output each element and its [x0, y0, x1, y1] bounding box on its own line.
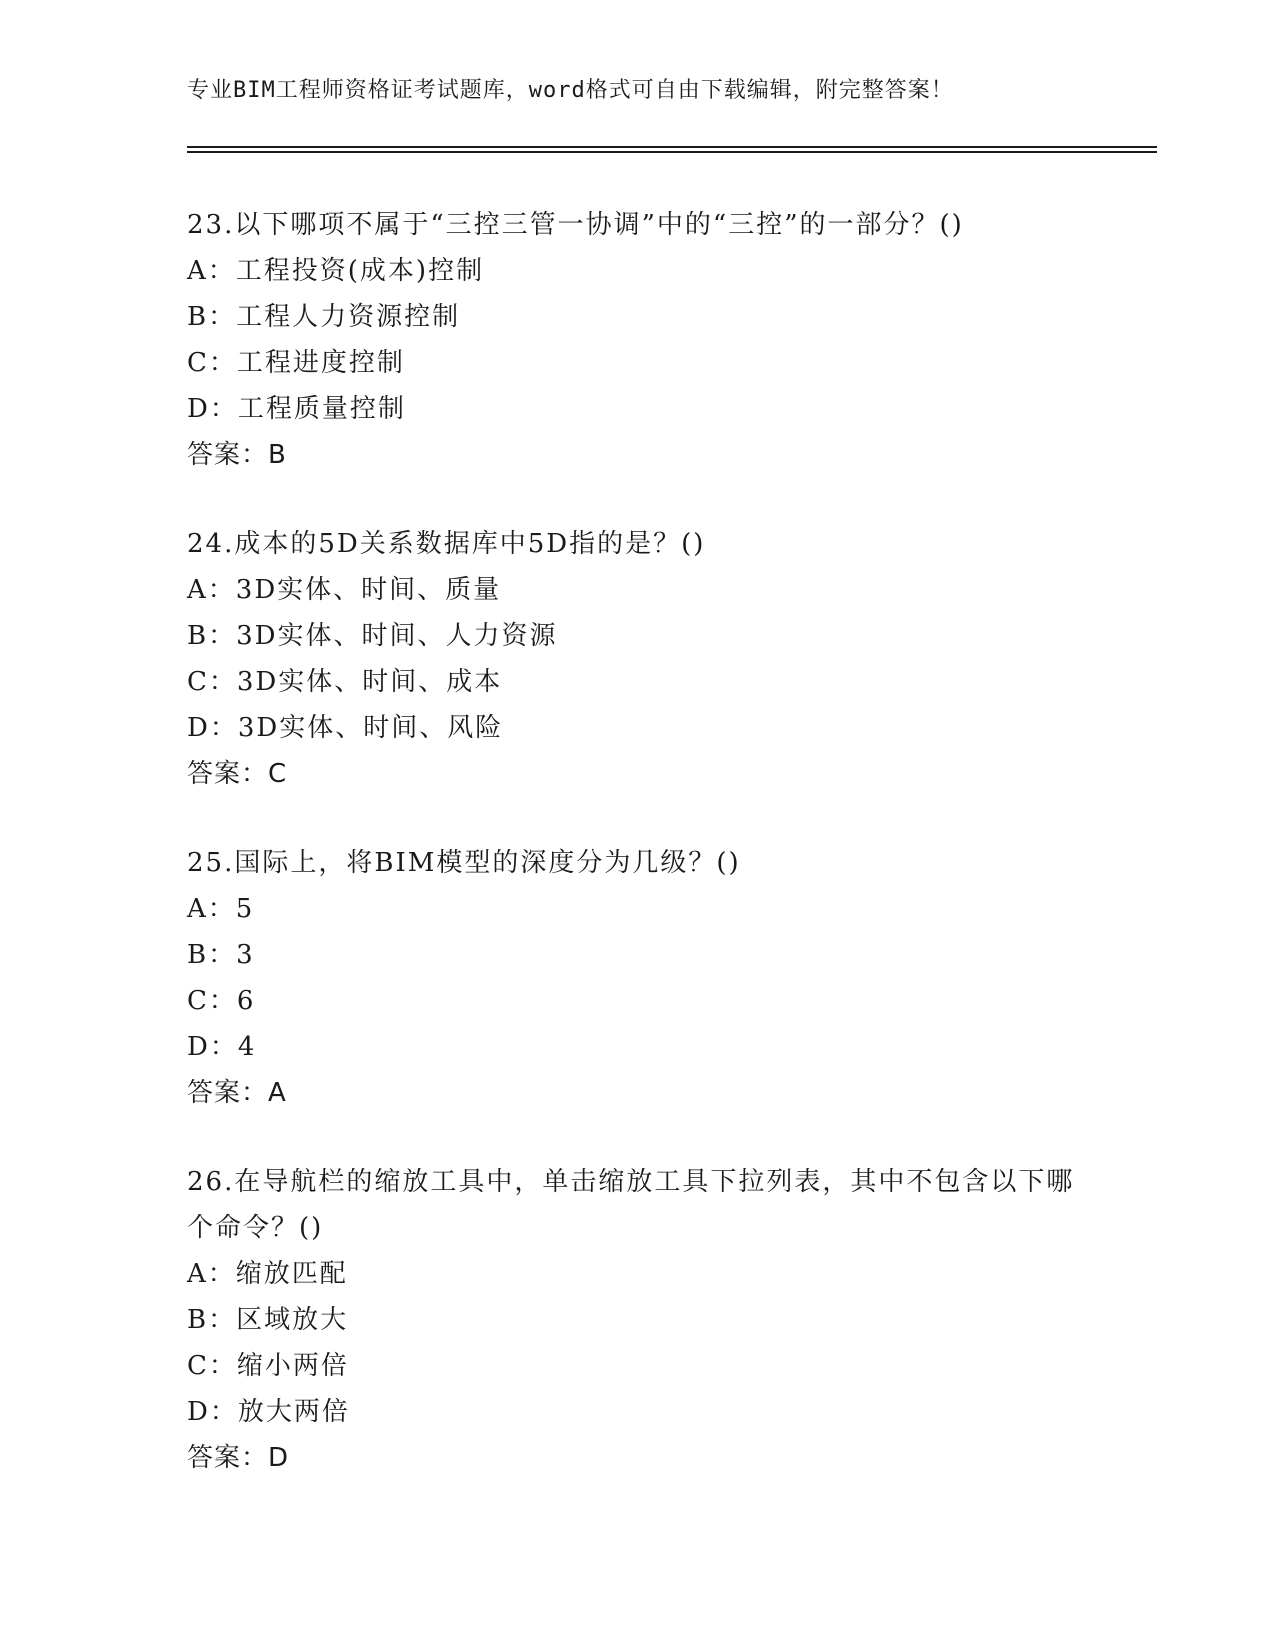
- option-b: B：3: [187, 940, 255, 970]
- option-a: A：缩放匹配: [187, 1259, 348, 1289]
- question-stem: 25.国际上，将BIM模型的深度分为几级？(): [187, 848, 741, 878]
- header-rule-top: [187, 146, 1157, 148]
- question-stem: 24.成本的5D关系数据库中5D指的是？(): [187, 529, 706, 559]
- question-26: [187, 1159, 1087, 1481]
- header-rule-bottom: [187, 151, 1157, 153]
- option-c: C：缩小两倍: [187, 1351, 349, 1381]
- question-24: [187, 521, 1087, 797]
- option-d: D：放大两倍: [187, 1397, 350, 1427]
- question-list: [187, 202, 1087, 1524]
- option-c: C：6: [187, 986, 256, 1016]
- option-a: A：3D实体、时间、质量: [187, 575, 502, 605]
- question-23: [187, 202, 1087, 478]
- answer-line: 答案：A: [187, 1078, 287, 1108]
- question-stem: 26.在导航栏的缩放工具中，单击缩放工具下拉列表，其中不包含以下哪个命令？(): [187, 1167, 1075, 1243]
- option-a: A：工程投资(成本)控制: [187, 256, 485, 286]
- option-b: B：工程人力资源控制: [187, 302, 461, 332]
- option-d: D：4: [187, 1032, 257, 1062]
- answer-line: 答案：D: [187, 1443, 290, 1473]
- question-25: [187, 840, 1087, 1116]
- answer-line: 答案：C: [187, 759, 288, 789]
- option-b: B：区域放大: [187, 1305, 349, 1335]
- option-c: C：3D实体、时间、成本: [187, 667, 503, 697]
- option-a: A：5: [187, 894, 255, 924]
- question-stem: 23.以下哪项不属于“三控三管一协调”中的“三控”的一部分？(): [187, 210, 964, 240]
- option-b: B：3D实体、时间、人力资源: [187, 621, 558, 651]
- option-c: C：工程进度控制: [187, 348, 405, 378]
- page-header: 专业BIM工程师资格证考试题库，word格式可自由下载编辑，附完整答案！: [187, 78, 954, 103]
- option-d: D：3D实体、时间、风险: [187, 713, 504, 743]
- option-d: D：工程质量控制: [187, 394, 406, 424]
- answer-line: 答案：B: [187, 440, 287, 470]
